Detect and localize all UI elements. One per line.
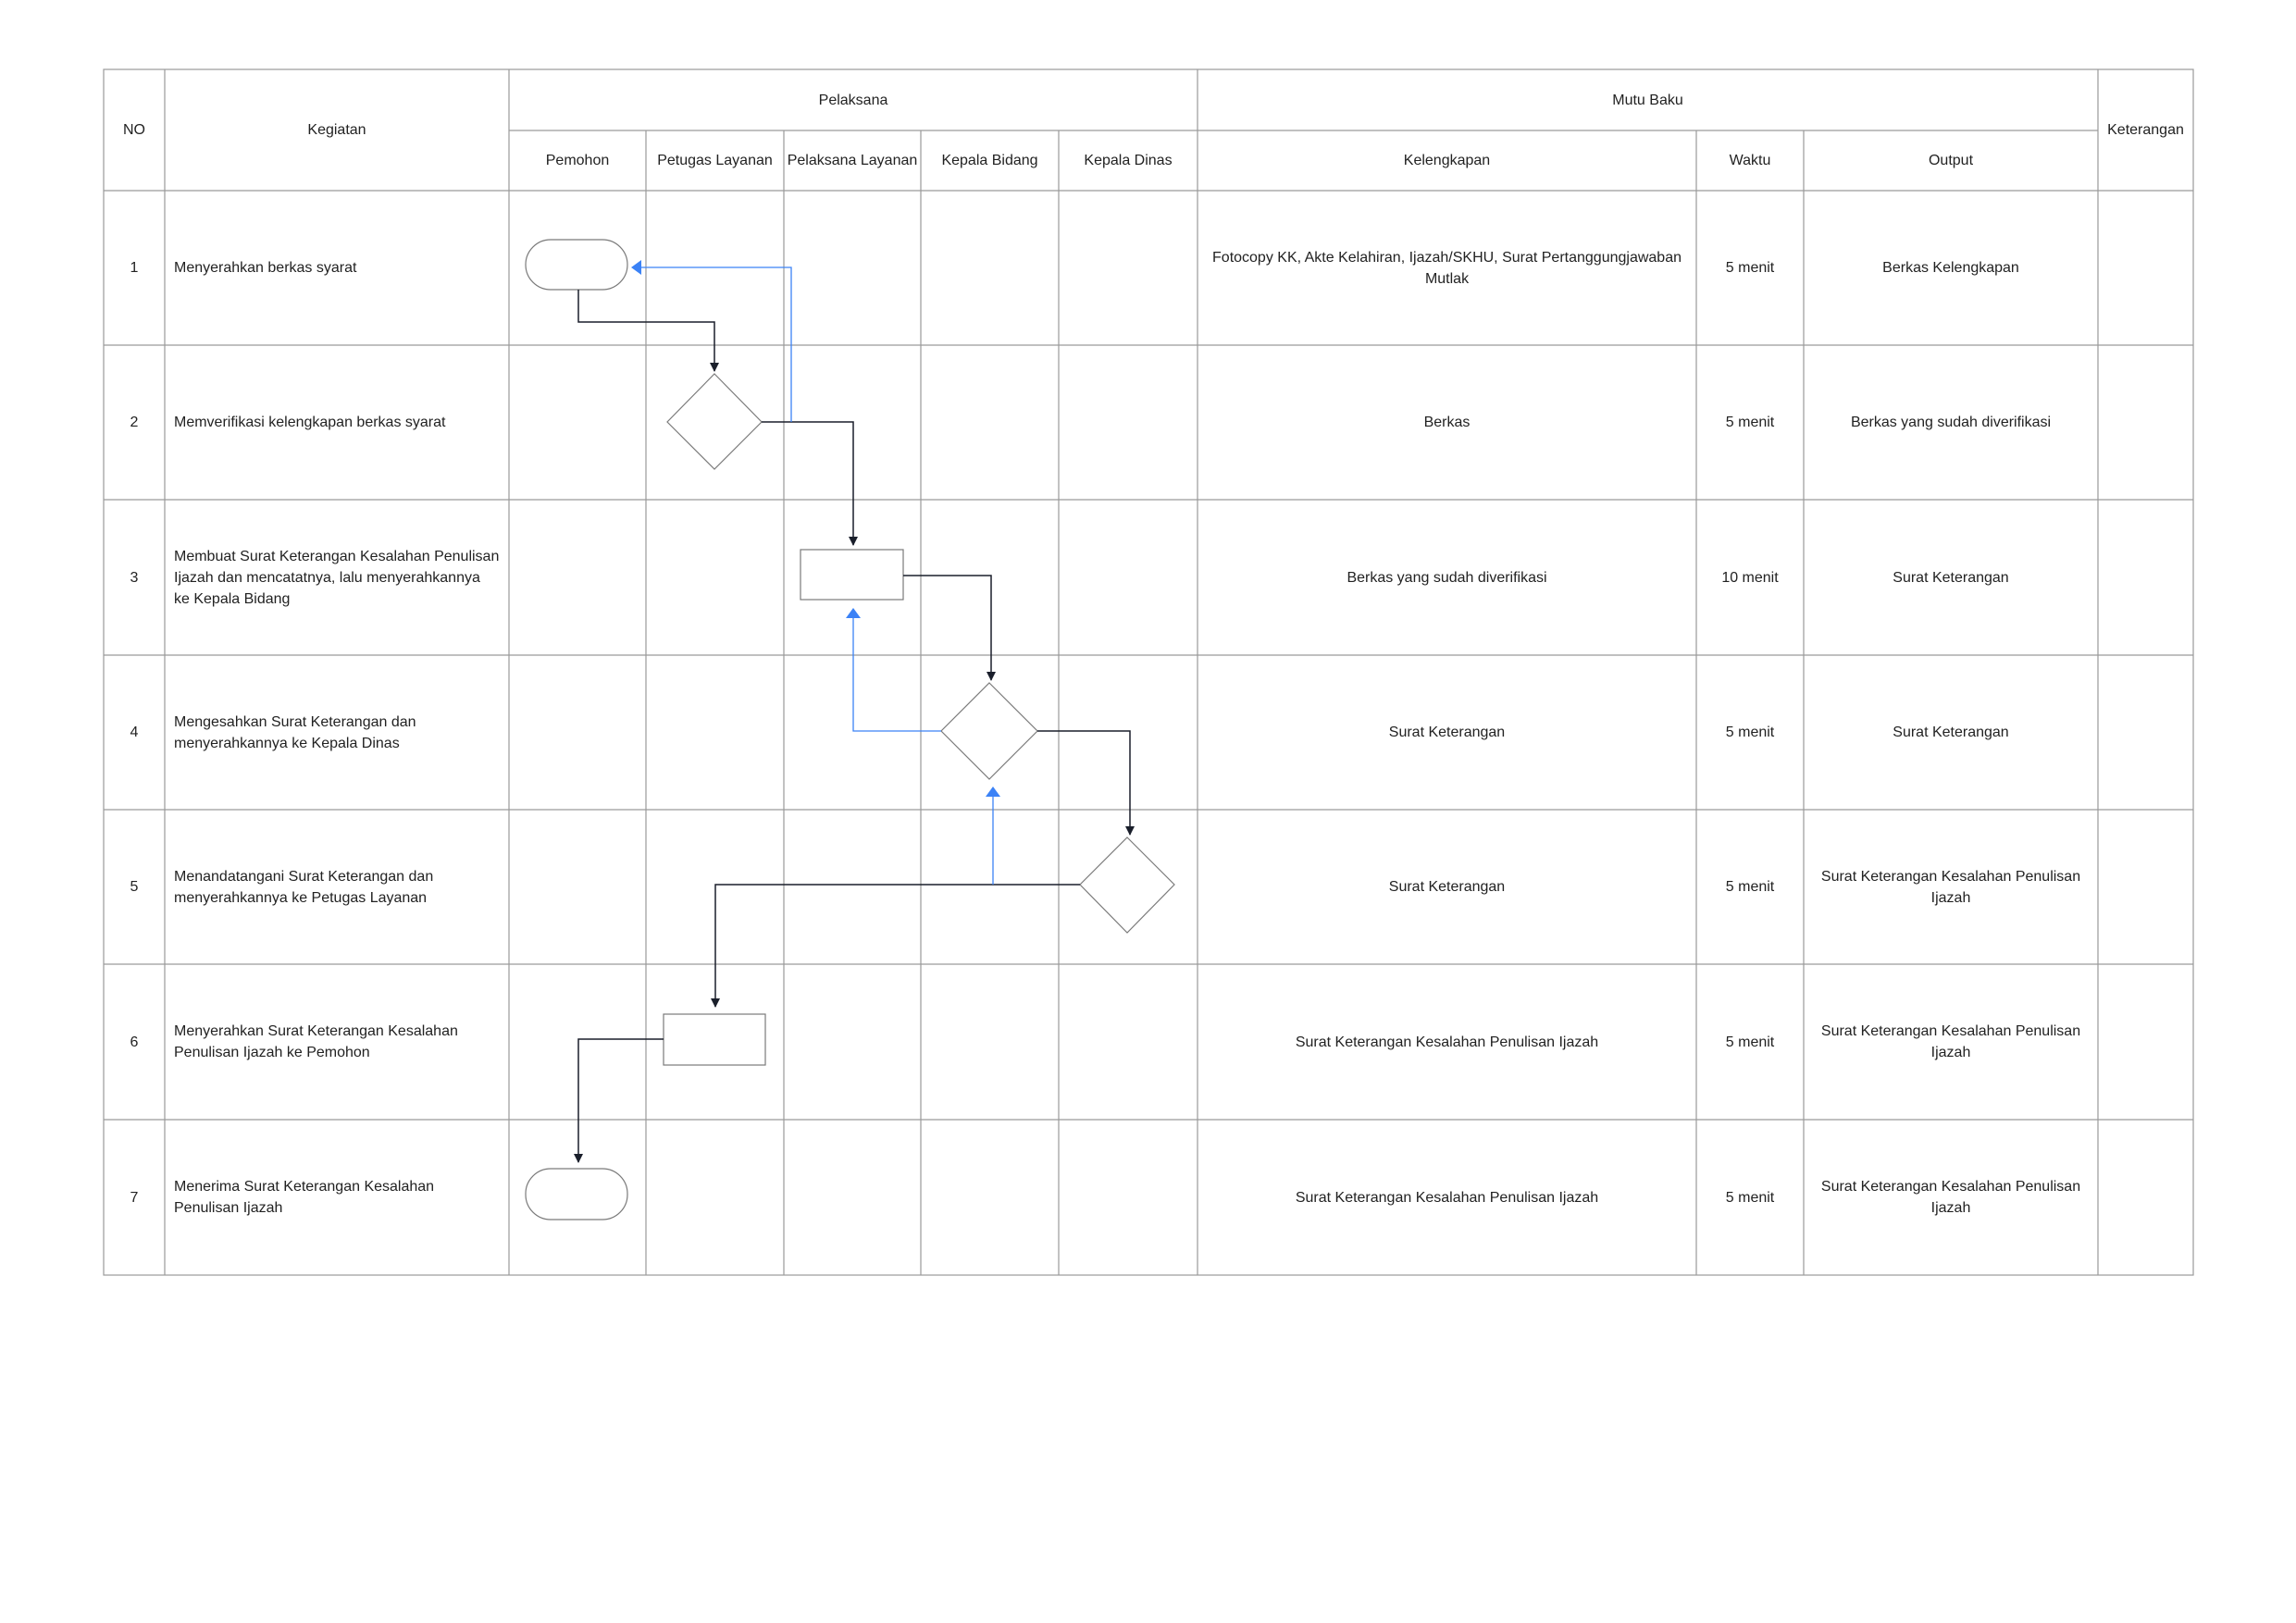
row-6-output: Surat Keterangan Kesalahan Penulisan Ijazah [1820, 1023, 2081, 1060]
row-7-waktu: 5 menit [1725, 1189, 1775, 1206]
decision-verifikasi [667, 374, 762, 469]
process-menyerahkan [664, 1014, 765, 1065]
decision-menandatangani [1080, 837, 1174, 933]
connector-4-to-5 [1037, 731, 1130, 835]
row-5-kegiatan: Menandatangani Surat Keterangan dan menyerahkannya ke Petugas Layanan [174, 868, 434, 906]
row-4-keterangan [2098, 655, 2193, 810]
row-7-kelengkapan: Surat Keterangan Kesalahan Penulisan Ijazah [1295, 1189, 1599, 1206]
return-connector-4-to-3 [853, 616, 941, 731]
return-arrow-head-3 [846, 608, 861, 618]
row-6-waktu: 5 menit [1725, 1034, 1775, 1050]
row-6-no: 6 [130, 1034, 139, 1050]
row-5-no: 5 [130, 879, 139, 895]
row-1-waktu: 5 menit [1725, 260, 1775, 276]
row-2-waktu: 5 menit [1725, 415, 1775, 430]
start-terminator [526, 240, 627, 290]
header-keterangan: Keterangan [2107, 122, 2184, 138]
row-2-output: Berkas yang sudah diverifikasi [1850, 415, 2052, 430]
connector-2-to-3 [762, 422, 853, 545]
decision-mengesahkan [941, 683, 1037, 779]
row-4-kelengkapan: Surat Keterangan [1388, 725, 1506, 740]
row-2-kegiatan: Memverifikasi kelengkapan berkas syarat [174, 415, 446, 430]
row-1-no: 1 [130, 260, 139, 276]
end-terminator [526, 1169, 627, 1220]
process-membuat-surat [800, 550, 903, 600]
connector-5-to-6 [715, 885, 1080, 1007]
connector-1-to-2 [578, 290, 714, 371]
return-connector-2-to-1 [639, 267, 791, 422]
row-7-output: Surat Keterangan Kesalahan Penulisan Ijazah [1820, 1179, 2081, 1216]
row-1-keterangan [2098, 191, 2193, 345]
header-petugas-layanan: Petugas Layanan [657, 153, 773, 168]
row-5-output: Surat Keterangan Kesalahan Penulisan Ijazah [1820, 868, 2081, 906]
header-kepala-bidang: Kepala Bidang [941, 153, 1038, 168]
row-7-kegiatan: Menerima Surat Keterangan Kesalahan Penulisan Ijazah [174, 1179, 435, 1216]
row-5-waktu: 5 menit [1725, 879, 1775, 895]
connector-6-to-7 [578, 1039, 664, 1162]
header-kepala-dinas: Kepala Dinas [1084, 153, 1173, 168]
return-arrow-head-1 [631, 260, 641, 275]
header-kegiatan: Kegiatan [307, 122, 366, 138]
return-arrow-head-4 [986, 787, 1000, 797]
header-waktu: Waktu [1729, 153, 1771, 168]
row-6-kelengkapan: Surat Keterangan Kesalahan Penulisan Ijazah [1295, 1034, 1599, 1050]
header-output: Output [1928, 153, 1974, 168]
header-kelengkapan: Kelengkapan [1403, 153, 1491, 168]
row-6-kegiatan: Menyerahkan Surat Keterangan Kesalahan Penulisan Ijazah ke Pemohon [174, 1023, 458, 1060]
row-3-kegiatan: Membuat Surat Keterangan Kesalahan Penulisan Ijazah dan mencatatnya, lalu menyerahkannya ke Kepala Bidang [174, 548, 500, 607]
header-no: NO [123, 122, 145, 138]
row-2-keterangan [2098, 345, 2193, 500]
row-5-keterangan [2098, 810, 2193, 964]
header-pelaksana-layanan: Pelaksana Layanan [787, 153, 918, 168]
row-3-output: Surat Keterangan [1893, 569, 2009, 586]
row-4-output: Surat Keterangan [1893, 725, 2009, 740]
header-pemohon: Pemohon [545, 153, 610, 168]
row-4-kegiatan: Mengesahkan Surat Keterangan dan menyerahkannya ke Kepala Dinas [174, 713, 416, 751]
row-3-kelengkapan: Berkas yang sudah diverifikasi [1347, 569, 1547, 586]
row-7-no: 7 [130, 1189, 139, 1206]
row-4-no: 4 [130, 725, 139, 740]
header-pelaksana: Pelaksana [818, 92, 888, 108]
row-7-keterangan [2098, 1120, 2193, 1275]
row-2-no: 2 [130, 415, 139, 430]
row-5-kelengkapan: Surat Keterangan [1388, 879, 1506, 895]
row-3-keterangan [2098, 500, 2193, 655]
connector-3-to-4 [903, 576, 991, 680]
row-1-kelengkapan: Fotocopy KK, Akte Kelahiran, Ijazah/SKHU, Surat Pertanggungjawaban Mutlak [1212, 249, 1682, 287]
row-3-no: 3 [130, 569, 139, 586]
header-mutu-baku: Mutu Baku [1612, 92, 1683, 108]
row-4-waktu: 5 menit [1725, 725, 1775, 740]
row-3-waktu: 10 menit [1721, 569, 1779, 586]
row-2-kelengkapan: Berkas [1423, 415, 1471, 430]
row-6-keterangan [2098, 964, 2193, 1120]
row-1-output: Berkas Kelengkapan [1882, 260, 2019, 276]
row-1-kegiatan: Menyerahkan berkas syarat [174, 260, 357, 276]
